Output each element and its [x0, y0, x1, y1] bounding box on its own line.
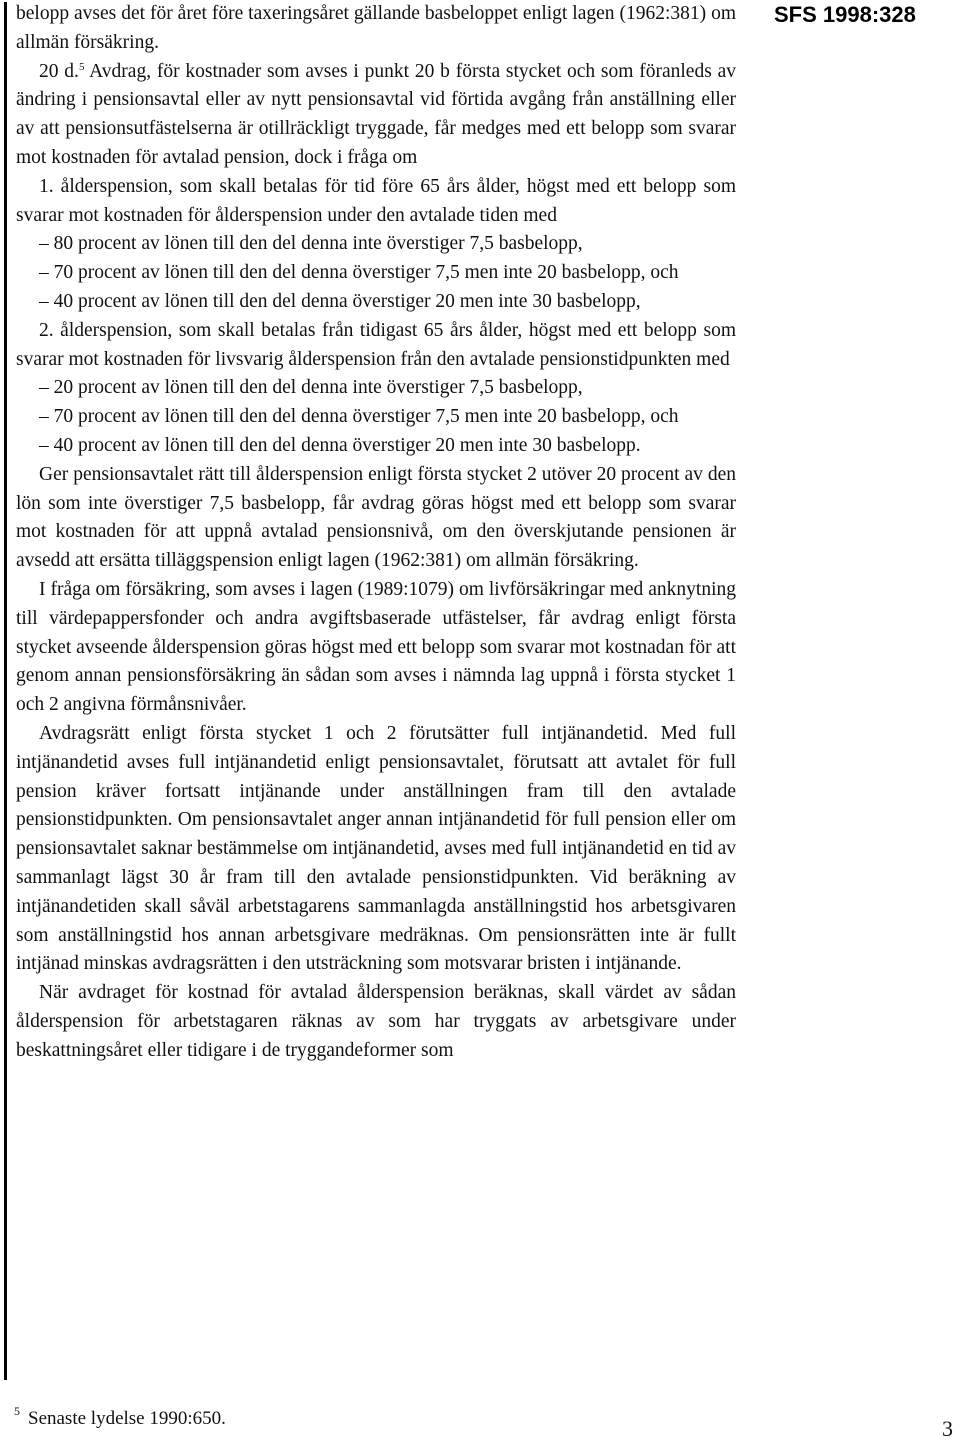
list-item-1-dash-2: – 70 procent av lönen till den del denna överstiger 7,5 men inte 20 basbelopp, och [39, 262, 679, 284]
paragraph-insurance: I fråga om försäkring, som avses i lagen (1989:1079) om livförsäkringar med anknytning till värdepappersfonder och andra avgiftsbaserade utfästelser, får avdrag enligt första stycket avseende ålderspension göras högst med ett belopp som svarar mot kostnadan för att genom annan pensionsförsäkring än sådan som avses i nämnda lag uppnå i första stycket 1 och 2 angivna förmånsnivåer. [16, 578, 736, 716]
list-item-2: 2. ålderspension, som skall betalas från tidigast 65 års ålder, högst med ett belopp som svarar mot kostnaden för livsvarig ålderspension från den avtalade pensionstidpunkten med [16, 319, 736, 370]
list-item-2-dash-2: – 70 procent av lönen till den del denna överstiger 7,5 men inte 20 basbelopp, och [39, 406, 679, 428]
footnote-text: Senaste lydelse 1990:650. [28, 1408, 226, 1429]
paragraph-supplementary-pension: Ger pensionsavtalet rätt till ålderspension enligt första stycket 2 utöver 20 procent av den lön som inte överstiger 7,5 basbelopp, får avdrag göras högst med ett belopp som svarar mot kostnaden för att uppnå avtalad pensionsnivå, om den överskjutande pensionen är avsedd att ersätta tilläggspension enligt lagen (1962:381) om allmän försäkring. [16, 463, 736, 572]
footnote-rule [14, 1386, 204, 1387]
sfs-number: SFS 1998:328 [774, 2, 916, 27]
section-20d [16, 58, 736, 173]
footnote [14, 1404, 226, 1430]
paragraph-vesting-period: Avdragsrätt enligt första stycket 1 och 2 förutsätter full intjänandetid. Med full intjänandetid avses full intjänandetid enligt pensionsavtalet, förutsatt att avtalet för full pension kräver fortsatt intjänande under anställningen fram till den avtalade pensionstidpunkten. Om pensionsavtalet anger annan intjänandetid för full pension eller om pensionsavtalet saknar bestämmelse om intjänandetid, avses med full intjänandetid en tid av sammanlagt lägst 30 år fram till den avtalade pensionstidpunkten. Vid beräkning av intjänandetiden skall såväl arbetstagarens sammanlagda anställningstid hos arbetsgivaren som anställningstid hos annan arbetsgivare medräknas. Om pensionsrätten inte är fullt intjänad minskas avdragsrätten i den utsträckning som motsvarar bristen i intjänande. [16, 722, 736, 975]
list-item-2-dash-3: – 40 procent av lönen till den del denna överstiger 20 men inte 30 basbelopp. [39, 434, 641, 456]
paragraph-continuation: belopp avses det för året före taxeringsåret gällande basbeloppet enligt lagen (1962:381) om allmän försäkring. [16, 3, 736, 53]
change-bar [4, 2, 7, 1380]
footnote-reference: 5 [78, 60, 85, 73]
list-item-1-dash-3: – 40 procent av lönen till den del denna överstiger 20 men inte 30 basbelopp, [39, 290, 641, 312]
footnote-marker: 5 [14, 1404, 20, 1418]
section-text: Avdrag, för kostnader som avses i punkt 20 b första stycket och som föranleds av ändring i pensionsavtal eller av nytt pensionsavtal vid förtida avgång från anställning eller av att pensionsutfästelserna är otillräckligt tryggade, får medges med ett belopp som svarar mot kostnaden för avtalad pension, dock i fråga om [16, 60, 736, 168]
list-item-1-dash-1: – 80 procent av lönen till den del denna inte överstiger 7,5 basbelopp, [39, 233, 583, 255]
statute-body [16, 0, 736, 1065]
list-item-1: 1. ålderspension, som skall betalas för tid före 65 års ålder, högst med ett belopp som svarar mot kostnaden för ålderspension under den avtalade tiden med [16, 175, 736, 226]
section-number: 20 d. [39, 60, 79, 82]
list-item-2-dash-1: – 20 procent av lönen till den del denna inte överstiger 7,5 basbelopp, [39, 377, 583, 399]
page-number: 3 [942, 1416, 953, 1441]
paragraph-deduction-calculation: När avdraget för kostnad för avtalad ålderspension beräknas, skall värdet av sådan ålderspension för arbetstagaren räknas av som har tryggats av arbetsgivare under beskattningsåret eller tidigare i de tryggandeformer som [16, 982, 736, 1061]
